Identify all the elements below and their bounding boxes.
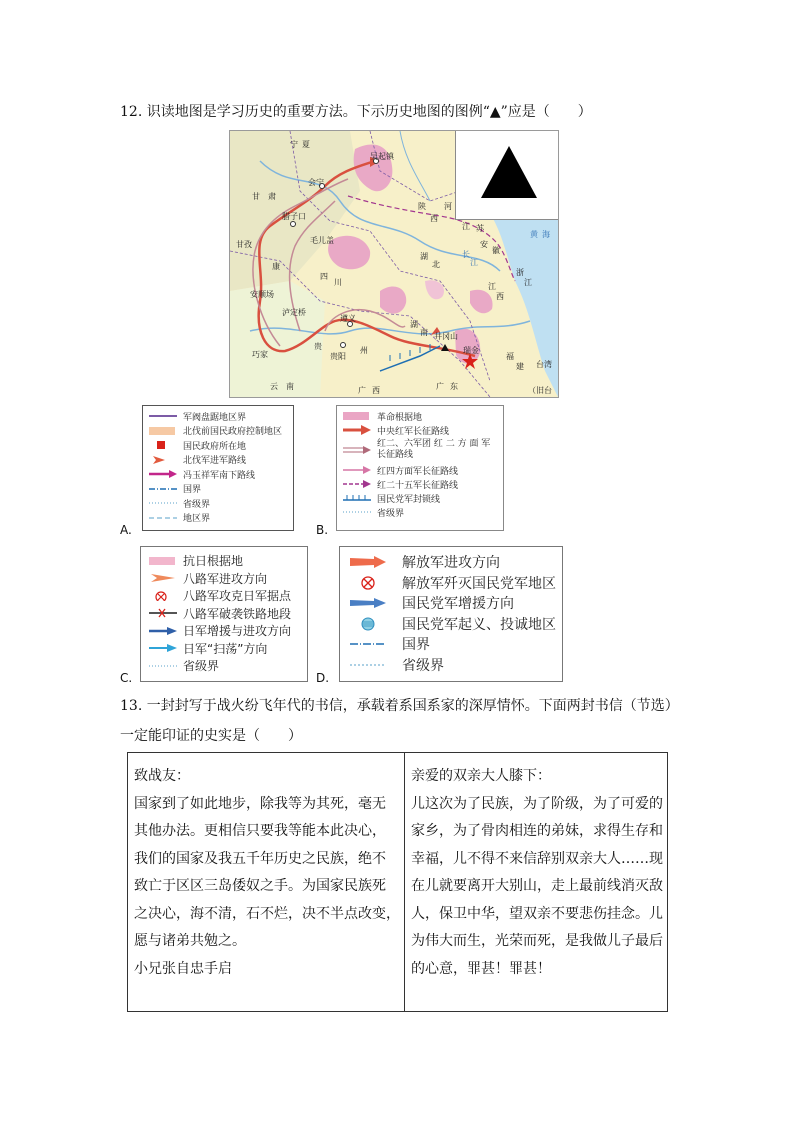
map-place: 甘孜 [236, 240, 252, 249]
legend-row [147, 605, 301, 623]
red-arrow-icon [341, 425, 373, 435]
map-place: 贵阳 [330, 352, 346, 361]
map-province-label: 云 [270, 382, 278, 391]
letter-line: 国家到了如此地步，除我等为其死，毫无 [134, 795, 386, 812]
letter-signature: 小兄张自忠手启 [134, 960, 232, 977]
legend-row [147, 424, 289, 439]
letter-line: 之决心，海不清，石不烂，决不半点改变， [134, 905, 400, 922]
legend-label: 解放军歼灭国民党军地区 [402, 575, 556, 592]
map-province-label: 康 [272, 262, 280, 271]
magenta-arrow-icon [147, 469, 179, 479]
legend-row [348, 634, 554, 655]
legend-label: 抗日根据地 [183, 554, 244, 569]
map-sea-label: 海 [542, 230, 550, 239]
map-sea-label: 黄 [530, 230, 538, 239]
letter-right-cell [405, 753, 668, 1012]
letter-line: 人，保卫中华，望双亲不要悲伤挂念。儿 [411, 905, 663, 922]
legend-row [147, 496, 289, 511]
map-province-label: 广 [436, 382, 444, 391]
map-province-label: 湖 [420, 252, 428, 261]
legend-label: 国民党军起义、投诚地区 [402, 616, 556, 633]
legend-label: 地区界 [183, 514, 211, 525]
legend-label: 省级界 [402, 657, 444, 674]
legend-label: 红四方面军长征路线 [377, 466, 459, 477]
pink-area-icon [147, 556, 179, 566]
pink-area-icon [341, 411, 373, 421]
red-arrow-icon [348, 556, 388, 568]
map-place: 会宁 [308, 178, 324, 187]
map-province-label: 贵 [314, 342, 322, 351]
map-note: （旧台 [528, 386, 552, 395]
map-province-label: 西 [496, 292, 504, 301]
legend-label: 八路军攻克日军据点 [183, 589, 292, 604]
option-a-letter[interactable]: A. [120, 523, 132, 537]
legend-row [147, 640, 301, 658]
blue-arrow-icon [147, 626, 179, 636]
legend-row [348, 655, 554, 676]
orange-area-icon [147, 426, 179, 436]
letter-left-cell [128, 753, 405, 1012]
legend-row [147, 552, 301, 570]
legend-row [147, 511, 289, 526]
dash-dot-line-icon [147, 484, 179, 494]
option-c-letter[interactable]: C. [120, 671, 133, 685]
map-province-label: 川 [334, 278, 342, 287]
map-place: 巧家 [252, 350, 268, 359]
map-place: 井冈山 [434, 332, 458, 341]
map-province-label: 东 [450, 382, 458, 391]
dotted-line-icon [147, 498, 179, 508]
pink-arrow-icon [341, 465, 373, 475]
dashed-arrow-icon [341, 479, 373, 489]
legend-label: 省级界 [377, 508, 405, 519]
legend-label: 红二、六军团 红 二 方 面 军 长征路线 [377, 439, 491, 460]
railway-cross-icon [147, 608, 179, 618]
map-place: 遵义 [340, 314, 356, 323]
option-a-legend[interactable] [142, 405, 294, 531]
legend-label: 冯玉祥军南下路线 [183, 470, 256, 481]
map-river-label: 江 [470, 258, 478, 267]
purple-line-icon [147, 411, 179, 421]
map-place: 安顺场 [250, 290, 274, 299]
question-13-stem-line2: 一定能印证的史实是（ ） [120, 728, 302, 744]
map-province-label: 浙 [516, 268, 524, 277]
option-c-legend[interactable] [140, 546, 308, 682]
map-province-label: 徽 [492, 246, 500, 255]
map-province-label: 河 [444, 202, 452, 211]
letter-line: 我们的国家及我五千年历史之民族，绝不 [134, 850, 386, 867]
map-province-label: 台湾 [536, 360, 552, 369]
option-b-letter[interactable]: B. [316, 523, 329, 537]
map-province-label: 州 [360, 346, 368, 355]
blockade-line-icon [341, 493, 373, 503]
double-arrow-icon [341, 445, 373, 455]
map-province-label: 广 [358, 386, 366, 395]
legend-label: 国界 [402, 637, 430, 654]
legend-row [147, 657, 301, 675]
letter-line: 在儿就要离开大别山，走上最前线消灭敌 [411, 878, 663, 894]
red-square-icon [147, 440, 179, 450]
legend-label: 中央红军长征路线 [377, 426, 450, 437]
letter-line: 幸福，儿不得不来信辞别双亲大人……现 [411, 850, 663, 867]
legend-row [341, 437, 499, 463]
legend-label: 解放军进攻方向 [402, 555, 500, 572]
map-place: 吴起镇 [370, 152, 394, 161]
map-province-label: 陕 [418, 202, 426, 211]
map-province-label: 湖 [410, 320, 418, 329]
map-province-label: 北 [432, 260, 440, 269]
question-13-stem-line1: 13. 一封封写于战火纷飞年代的书信，承载着系国系家的深厚情怀。下面两封书信（节选） [120, 698, 679, 714]
map-river-label: 长 [462, 250, 470, 259]
circle-x-icon [348, 576, 388, 590]
legend-row [348, 573, 554, 594]
cyan-arrow-icon [147, 643, 179, 653]
legend-label: 日军增援与进攻方向 [183, 624, 292, 639]
letter-line: 的心意，罪甚！罪甚！ [411, 960, 551, 977]
legend-label: 八路军进攻方向 [183, 571, 268, 586]
red-flag-icon [147, 455, 179, 465]
map-place: 毛儿盖 [310, 236, 334, 245]
question-12-stem: 12. 识读地图是学习历史的重要方法。下示历史地图的图例“▲”应是（ ） [120, 104, 592, 120]
legend-row [147, 467, 289, 482]
map-province-label: 安 [480, 240, 488, 249]
map-province-label: 苏 [476, 224, 484, 233]
legend-row [348, 552, 554, 573]
map-legend-inset [455, 131, 558, 220]
legend-row [341, 477, 499, 491]
historical-map [229, 130, 559, 398]
map-place: 腊子口 [282, 212, 306, 221]
legend-label: 国界 [183, 485, 202, 496]
dotted-line-icon [147, 661, 179, 671]
legend-label: 省级界 [183, 659, 220, 674]
legend-row [348, 593, 554, 614]
legend-row [147, 409, 289, 424]
option-b-legend[interactable] [336, 405, 504, 531]
letter-line: 儿这次为了民族，为了阶级，为了可爱的 [411, 795, 663, 812]
legend-label: 省级界 [183, 499, 211, 510]
legend-label: 八路军破袭铁路地段 [183, 606, 292, 621]
letter-line: 致战友： [134, 768, 190, 784]
letter-line: 致亡于区区三岛倭奴之手。为国家民族死 [134, 878, 386, 894]
legend-row [341, 505, 499, 519]
map-province-label: 南 [286, 382, 294, 391]
legend-row [341, 409, 499, 423]
map-province-label: 江 [524, 278, 532, 287]
legend-label: 北伐前国民政府控制地区 [183, 427, 283, 438]
legend-label: 北伐军进军路线 [183, 456, 247, 467]
black-triangle-icon [456, 131, 558, 219]
legend-label: 国民党军增援方向 [402, 596, 514, 613]
map-province-label: 夏 [302, 140, 310, 149]
dashed-line-icon [147, 513, 179, 523]
map-place: 泸定桥 [282, 308, 306, 317]
map-province-label: 肃 [268, 192, 276, 201]
legend-row [147, 622, 301, 640]
legend-row [348, 614, 554, 635]
legend-row [147, 587, 301, 605]
legend-label: 军阀盘踞地区界 [183, 412, 247, 423]
legend-label: 红二十五军长征路线 [377, 480, 459, 491]
map-province-label: 江 [488, 282, 496, 291]
option-d-legend[interactable] [339, 546, 563, 682]
map-province-label: 西 [372, 386, 380, 395]
circle-x-icon [147, 591, 179, 601]
legend-label: 革命根据地 [377, 412, 423, 423]
legend-label: 国民政府所在地 [183, 441, 247, 452]
map-province-label: 南 [420, 328, 428, 337]
legend-row [341, 463, 499, 477]
letter-line: 愿与诸弟共勉之。 [134, 933, 246, 949]
dotted-line-icon [341, 507, 373, 517]
legend-row [147, 438, 289, 453]
dash-dot-line-icon [348, 639, 388, 649]
letter-line: 家乡，为了骨肉相连的弟妹，求得生存和 [411, 823, 663, 839]
map-place: 瑞金 [463, 346, 479, 355]
map-province-label: 甘 [252, 192, 260, 201]
map-province-label: 福 [506, 352, 514, 361]
striped-circle-icon [348, 617, 388, 631]
letter-line: 其他办法。更相信只要我等能本此决心， [134, 823, 386, 839]
letters-table [127, 752, 668, 1012]
legend-label: 国民党军封锁线 [377, 494, 441, 505]
legend-row [147, 482, 289, 497]
orange-arrow-icon [147, 573, 179, 583]
map-province-label: 江 [462, 222, 470, 231]
map-province-label: 四 [320, 272, 328, 281]
legend-row [147, 570, 301, 588]
dotted-line-icon [348, 660, 388, 670]
map-province-label: 宁 [290, 140, 298, 149]
legend-label: 日军“扫荡”方向 [183, 641, 268, 656]
legend-row [341, 423, 499, 437]
letter-line: 亲爱的双亲大人膝下： [411, 768, 551, 784]
legend-row [147, 453, 289, 468]
legend-row [341, 491, 499, 505]
map-province-label: 西 [430, 214, 438, 223]
map-province-label: 建 [516, 362, 524, 371]
blue-arrow-icon [348, 597, 388, 609]
option-d-letter[interactable]: D. [316, 671, 330, 685]
letter-line: 为伟大而生，光荣而死，是我做儿子最后 [411, 933, 663, 949]
